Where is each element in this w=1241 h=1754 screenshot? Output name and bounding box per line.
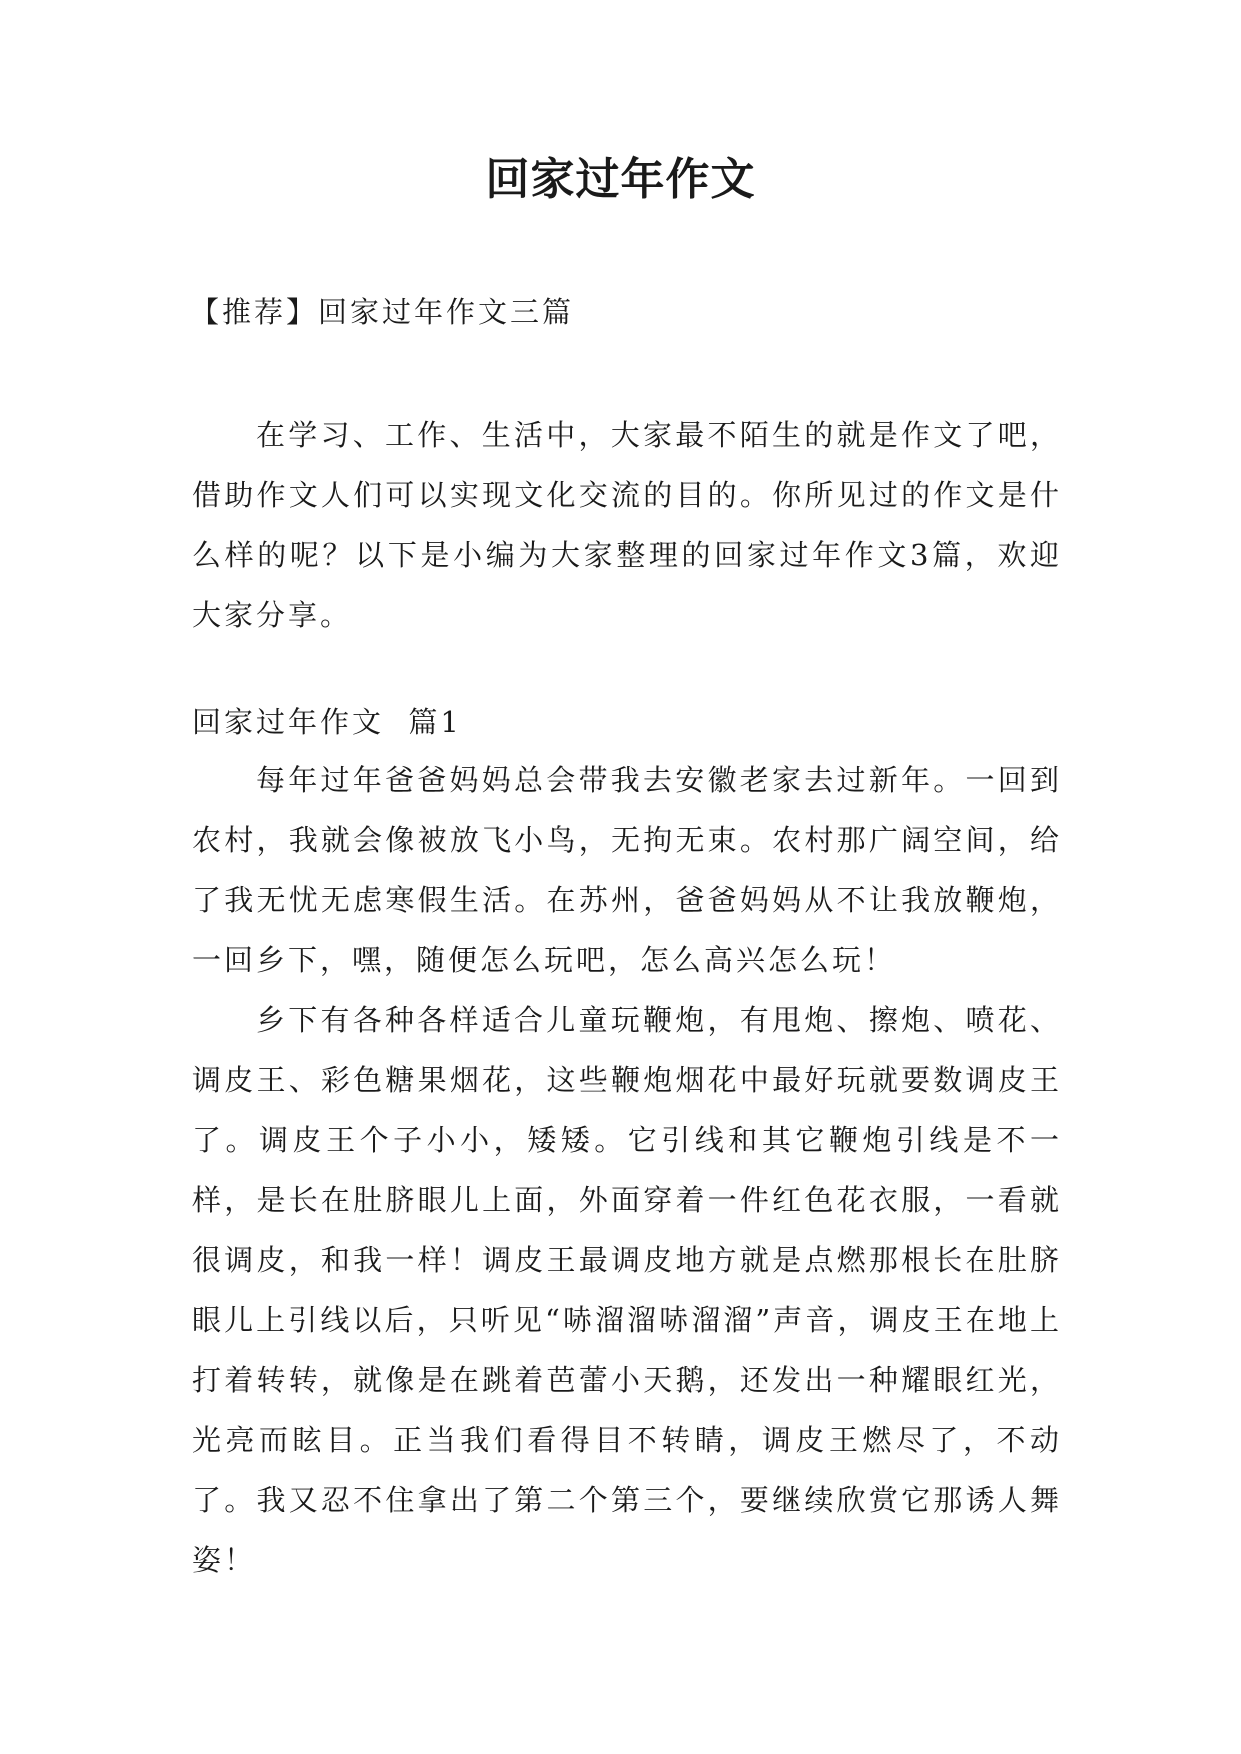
section-heading: 回家过年作文 篇1 — [192, 705, 462, 739]
essay-paragraph: 乡下有各种各样适合儿童玩鞭炮，有甩炮、擦炮、喷花、调皮王、彩色糖果烟花，这些鞭炮烟花中最好玩就要数调皮王了。调皮王个子小小，矮矮。它引线和其它鞭炮引线是不一样，是长在肚脐眼儿上面，外面穿着一件红色花衣服，一看就很调皮，和我一样！调皮王最调皮地方就是点燃那根长在肚脐眼儿上引线以后，只听见“哧溜溜哧溜溜”声音，调皮王在地上打着转转，就像是在跳着芭蕾小天鹅，还发出一种耀眼红光，光亮而眩目。正当我们看得目不转睛，调皮王燃尽了，不动了。我又忍不住拿出了第二个第三个，要继续欣赏它那诱人舞姿！ — [192, 1003, 1062, 1577]
intro-section — [192, 405, 1062, 645]
document-title: 回家过年作文 — [485, 154, 756, 205]
document-subtitle: 【推荐】回家过年作文三篇 — [190, 295, 575, 329]
intro-paragraph: 在学习、工作、生活中，大家最不陌生的就是作文了吧，借助作文人们可以实现文化交流的目的。你所见过的作文是什么样的呢？以下是小编为大家整理的回家过年作文3篇，欢迎大家分享。 — [192, 418, 1062, 632]
essay-body — [192, 750, 1062, 1590]
essay-paragraph: 每年过年爸爸妈妈总会带我去安徽老家去过新年。一回到农村，我就会像被放飞小鸟，无拘无束。农村那广阔空间，给了我无忧无虑寒假生活。在苏州，爸爸妈妈从不让我放鞭炮，一回乡下，嘿，随便怎么玩吧，怎么高兴怎么玩！ — [192, 763, 1062, 977]
